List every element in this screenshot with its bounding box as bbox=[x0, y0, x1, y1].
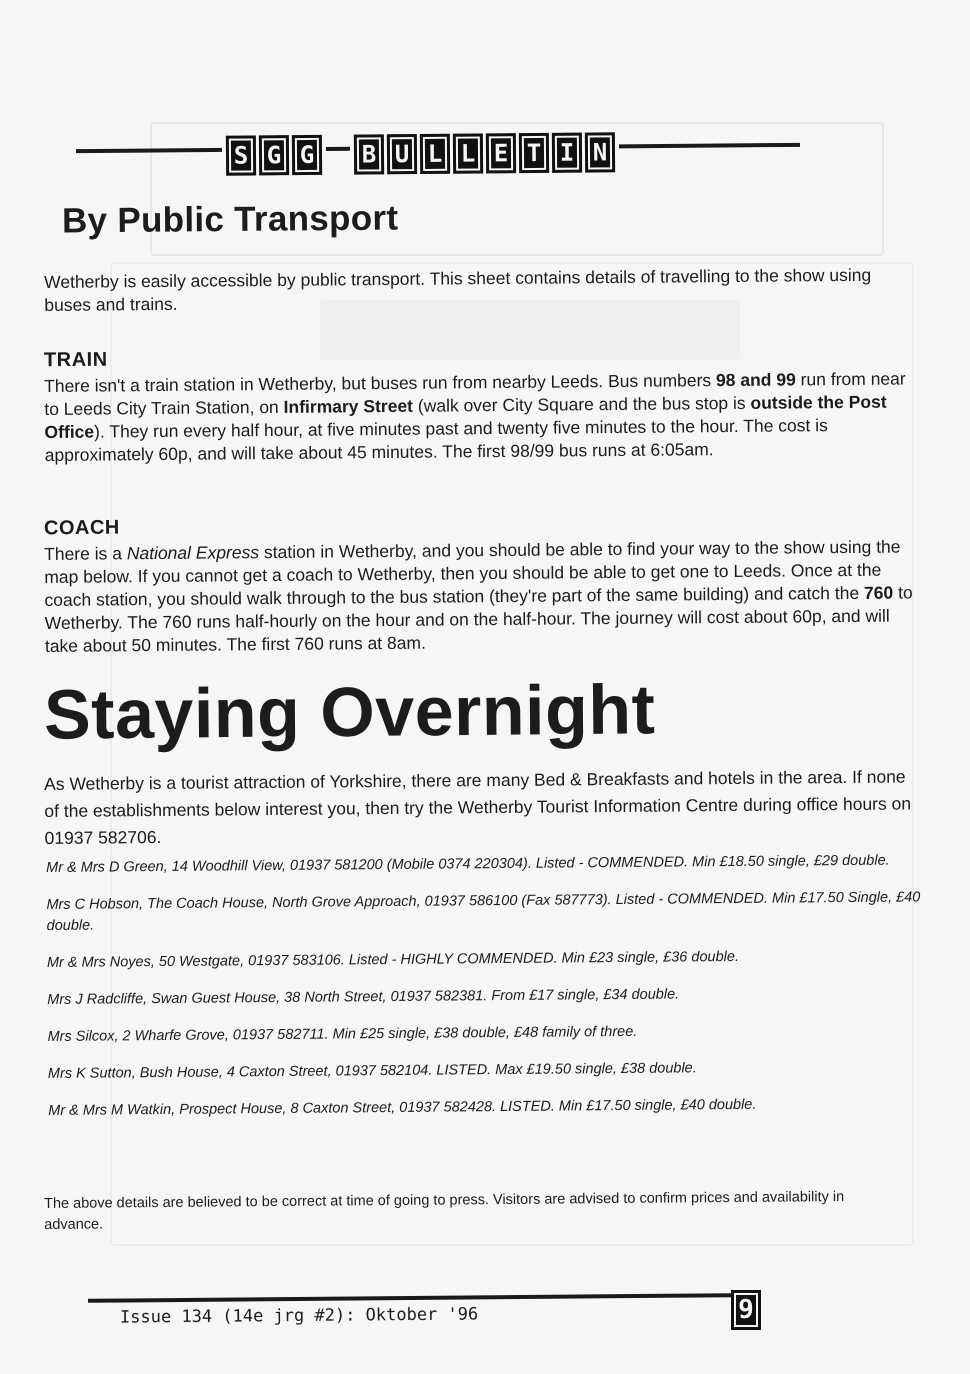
list-item: Mrs J Radcliffe, Swan Guest House, 38 North Street, 01937 582381. From £17 single, £34 double. bbox=[47, 986, 680, 1008]
list-item: Mrs K Sutton, Bush House, 4 Caxton Street, 01937 582104. LISTED. Max £19.50 single, £38 double. bbox=[47, 1060, 697, 1082]
train-heading: TRAIN bbox=[43, 348, 108, 372]
list-item: Mrs Silcox, 2 Wharfe Grove, 01937 582711. Min £25 single, £38 double, £48 family of three. bbox=[47, 1023, 638, 1045]
banner-letter: S bbox=[226, 135, 256, 175]
banner-letter: G bbox=[259, 135, 289, 175]
disclaimer: The above details are believed to be correct at time of going to press. Visitors are advised to confirm prices and availability in advance. bbox=[44, 1189, 845, 1233]
section-title-staying-overnight: Staying Overnight bbox=[43, 670, 656, 754]
overnight-intro: As Wetherby is a tourist attraction of Yorkshire, there are many Bed & Breakfasts and hotels in the area. If none of the establishments below interest you, then try the Wetherby Tourist Information Centre during office hours on 01937 582706. bbox=[44, 766, 912, 848]
list-item: Mr & Mrs Noyes, 50 Westgate, 01937 583106. Listed - HIGHLY COMMENDED. Min £23 single, £36 double. bbox=[46, 948, 740, 971]
banner-letter: N bbox=[585, 132, 615, 172]
banner-letter: B bbox=[354, 134, 384, 174]
list-item: Mr & Mrs D Green, 14 Woodhill View, 01937 581200 (Mobile 0374 220304). Listed - COMMENDED. Min £18.50 single, £29 double. bbox=[46, 852, 890, 876]
page-number: 9 bbox=[731, 1290, 761, 1330]
accommodation-list bbox=[46, 850, 928, 1138]
banner-word-sgg bbox=[222, 135, 326, 176]
bulletin-banner bbox=[222, 132, 619, 175]
banner-letter: U bbox=[387, 134, 417, 174]
banner-letter: I bbox=[552, 133, 582, 173]
banner-letter: E bbox=[486, 133, 516, 173]
banner-letter: L bbox=[420, 134, 450, 174]
section-title-public-transport: By Public Transport bbox=[61, 198, 399, 241]
banner-letter: G bbox=[292, 135, 322, 175]
banner-word-bulletin bbox=[350, 132, 619, 174]
transport-intro: Wetherby is easily accessible by public transport. This sheet contains details of travelling to the show using buses and trains. bbox=[44, 264, 872, 315]
issue-line: Issue 134 (14e jrg #2): Oktober '96 bbox=[119, 1304, 479, 1328]
banner-letter: T bbox=[519, 133, 549, 173]
footer-rule bbox=[88, 1293, 732, 1303]
train-paragraph: There isn't a train station in Wetherby, but buses run from nearby Leeds. Bus numbers 98 and 99 run from near to Leeds City Train Station, on Infirmary Street (walk over City Square and the bus stop is outside the Post Office). They run every half hour, at five minutes past and twenty five minutes to the hour. The cost is approximately 60p, and will take about 45 minutes. The first 98/99 bus runs at 6:05am. bbox=[44, 368, 906, 465]
list-item: Mrs C Hobson, The Coach House, North Grove Approach, 01937 586100 (Fax 587773). Listed - COMMENDED. Min £17.50 Single, £40 double. bbox=[46, 889, 921, 934]
coach-paragraph: There is a National Express station in Wetherby, and you should be able to find your way to the show using the map below. If you cannot get a coach to Wetherby, then you should be able to get one to Leeds. Once at the coach station, you should walk through to the bus station (they're part of the same building) and catch the 760 to Wetherby. The 760 runs half-hourly on the hour and on the half-hour. The journey will cost about 60p, and will take about 50 minutes. The first 760 runs at 8am. bbox=[44, 536, 913, 656]
list-item: Mr & Mrs M Watkin, Prospect House, 8 Caxton Street, 01937 582428. LISTED. Min £17.50 single, £40 double. bbox=[48, 1096, 757, 1119]
banner-letter: L bbox=[453, 133, 483, 173]
coach-heading: COACH bbox=[43, 516, 120, 540]
